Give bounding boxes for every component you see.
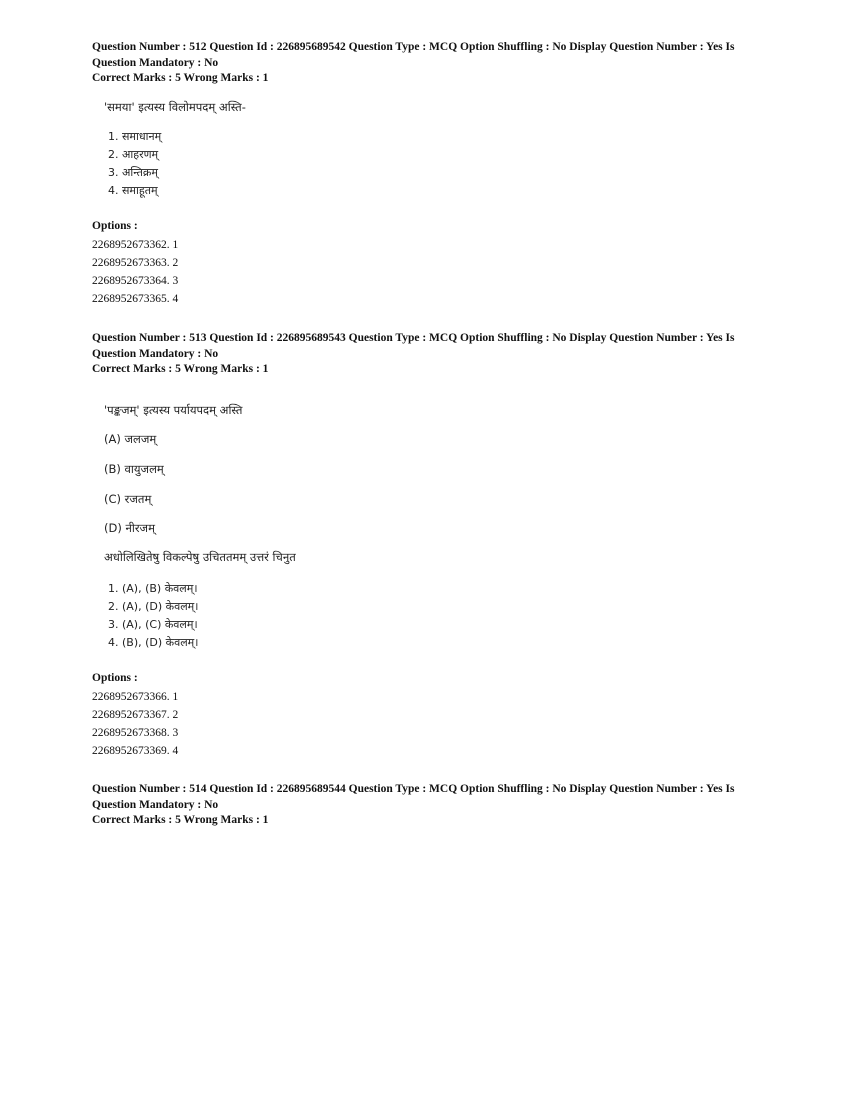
options-list: [92, 688, 178, 760]
choice-item: 3. (A), (C) केवलम्।: [108, 618, 198, 631]
options-list: [92, 236, 178, 308]
meta-line-3: Correct Marks : 5 Wrong Marks : 1: [92, 72, 269, 84]
question-meta: [92, 40, 772, 87]
choice-item: 1. समाधानम्: [108, 130, 162, 143]
meta-line-1: Question Number : 513 Question Id : 226895689543 Question Type : MCQ Option Shuffling : No Display Question Number : Yes Is: [92, 332, 735, 344]
options-label: Options :: [92, 220, 138, 232]
question-513: [92, 331, 772, 757]
question-meta: [92, 782, 772, 829]
option-id: 2268952673362. 1: [92, 239, 179, 251]
meta-line-1: Question Number : 512 Question Id : 226895689542 Question Type : MCQ Option Shuffling : No Display Question Number : Yes Is: [92, 41, 735, 53]
choice-item: 1. (A), (B) केवलम्।: [108, 582, 198, 595]
meta-line-2: Question Mandatory : No: [92, 798, 219, 811]
sub-item: (D) नीरजम्: [104, 521, 155, 535]
option-id: 2268952673367. 2: [92, 709, 179, 721]
question-512: [92, 40, 772, 305]
choice-list: [108, 580, 198, 652]
meta-line-2: Question Mandatory : No: [92, 56, 219, 69]
option-id: 2268952673363. 2: [92, 257, 179, 269]
choice-item: 2. (A), (D) केवलम्।: [108, 600, 199, 613]
option-id: 2268952673364. 3: [92, 275, 179, 287]
options-label: Options :: [92, 672, 138, 684]
sub-item: (A) जलजम्: [104, 432, 157, 446]
option-id: 2268952673368. 3: [92, 727, 179, 739]
choice-item: 4. (B), (D) केवलम्।: [108, 636, 199, 649]
sub-item: (C) रजतम्: [104, 492, 152, 506]
question-514: [92, 782, 772, 829]
question-stem: 'समया' इत्यस्य विलोमपदम् अस्ति-: [104, 100, 246, 114]
choice-item: 4. समाहूतम्: [108, 184, 158, 197]
sub-item: (B) वायुजलम्: [104, 462, 164, 476]
meta-line-3: Correct Marks : 5 Wrong Marks : 1: [92, 363, 269, 375]
meta-line-1: Question Number : 514 Question Id : 226895689544 Question Type : MCQ Option Shuffling : No Display Question Number : Yes Is: [92, 783, 735, 795]
choice-item: 2. आहरणम्: [108, 148, 159, 161]
choice-list: [108, 128, 161, 200]
option-id: 2268952673365. 4: [92, 293, 179, 305]
question-meta: [92, 331, 772, 378]
option-id: 2268952673366. 1: [92, 691, 179, 703]
meta-line-2: Question Mandatory : No: [92, 347, 219, 360]
meta-line-3: Correct Marks : 5 Wrong Marks : 1: [92, 814, 269, 826]
choice-item: 3. अन्तिक्रम्: [108, 166, 158, 179]
question-stem: 'पङ्कजम्' इत्यस्य पर्यायपदम् अस्ति: [104, 403, 243, 417]
instruction: अधोलिखितेषु विकल्पेषु उचिततमम् उत्तरं चिनुत: [104, 550, 296, 564]
option-id: 2268952673369. 4: [92, 745, 179, 757]
